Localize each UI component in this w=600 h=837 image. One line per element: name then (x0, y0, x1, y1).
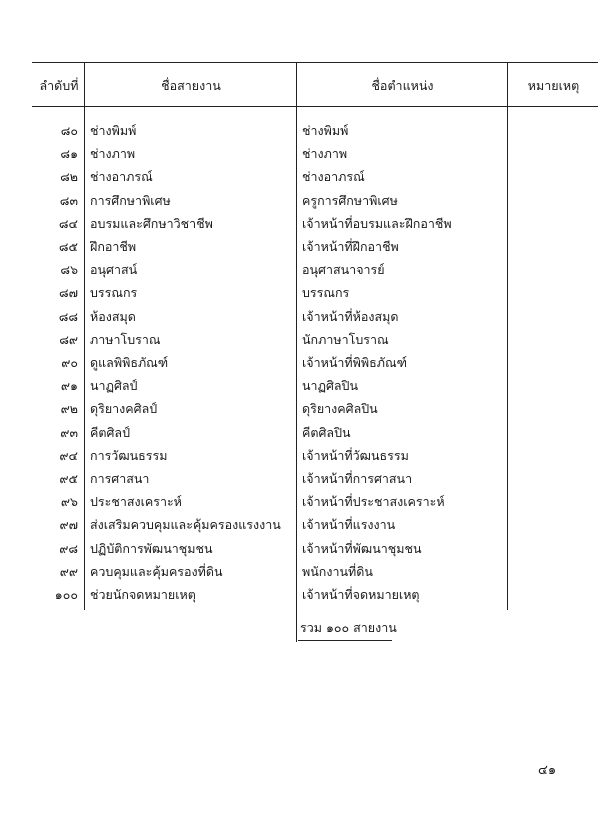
header-col-no: ลำดับที่ (39, 78, 79, 93)
row-number: ๘๑ (60, 146, 78, 162)
position-name: เจ้าหน้าที่จดหมายเหตุ (302, 587, 420, 602)
position-name: บรรณกร (302, 285, 350, 301)
line-of-work-name: ปฏิบัติการพัฒนาชุมชน (90, 540, 213, 556)
position-name: เจ้าหน้าที่ประชาสงเคราะห์ (302, 494, 445, 510)
header-col-note: หมายเหตุ (527, 78, 580, 93)
position-name: ครูการศึกษาพิเศษ (302, 192, 398, 208)
position-name: ช่างพิมพ์ (302, 123, 349, 138)
table-row (0, 561, 600, 583)
row-number: ๘๒ (60, 169, 78, 185)
line-of-work-name: ช่วยนักจดหมายเหตุ (90, 587, 196, 602)
table-row (0, 538, 600, 560)
position-name: นักภาษาโบราณ (302, 331, 389, 347)
row-number: ๘๖ (60, 262, 78, 278)
row-number: ๘๘ (58, 308, 78, 324)
table-row (0, 166, 600, 188)
line-of-work-name: ส่งเสริมควบคุมและคุ้มครองแรงงาน (90, 517, 281, 533)
table-top-border (32, 62, 598, 63)
header-col-name: ชื่อสายงาน (161, 78, 221, 93)
line-of-work-name: ห้องสมุด (90, 308, 136, 324)
row-number: ๙๕ (59, 471, 78, 486)
position-name: ช่างอาภรณ์ (302, 169, 365, 185)
position-name: เจ้าหน้าที่พิพิธภัณฑ์ (302, 355, 407, 370)
row-number: ๘๓ (59, 192, 78, 208)
table-row (0, 398, 600, 420)
position-name: นาฏศิลปิน (302, 378, 359, 394)
table-row (0, 514, 600, 536)
position-name: เจ้าหน้าที่วัฒนธรรม (302, 447, 409, 463)
line-of-work-name: นาฏศิลป์ (90, 378, 138, 394)
total-underline (298, 640, 392, 641)
table-row (0, 445, 600, 467)
position-name: เจ้าหน้าที่การศาสนา (302, 471, 413, 486)
table-row (0, 375, 600, 397)
line-of-work-name: ช่างพิมพ์ (90, 123, 137, 138)
table-row (0, 352, 600, 374)
table-row (0, 259, 600, 281)
position-name: คีตศิลปิน (302, 424, 351, 440)
position-name: ช่างภาพ (302, 146, 348, 162)
position-name: เจ้าหน้าที่ห้องสมุด (302, 308, 399, 324)
line-of-work-name: ดูแลพิพิธภัณฑ์ (90, 355, 169, 370)
position-name: อนุศาสนาจารย์ (302, 262, 385, 278)
line-of-work-name: อบรมและศึกษาวิชาชีพ (90, 215, 213, 231)
position-name: เจ้าหน้าที่อบรมและฝึกอาชีพ (302, 215, 452, 231)
row-number: ๑๐๐ (54, 587, 78, 602)
line-of-work-name: ฝึกอาชีพ (90, 239, 137, 254)
position-name: พนักงานที่ดิน (302, 563, 373, 579)
line-of-work-name: ประชาสงเคราะห์ (90, 494, 182, 510)
row-number: ๙๗ (59, 517, 78, 533)
position-name: ดุริยางคศิลปิน (302, 401, 378, 417)
table-row (0, 213, 600, 235)
row-number: ๙๖ (60, 494, 78, 510)
table-row (0, 236, 600, 258)
line-of-work-name: อนุศาสน์ (90, 262, 138, 278)
line-of-work-name: การวัฒนธรรม (90, 447, 168, 463)
line-of-work-name: ดุริยางคศิลป์ (90, 401, 158, 417)
table-row (0, 584, 600, 606)
table-row (0, 190, 600, 212)
line-of-work-name: ควบคุมและคุ้มครองที่ดิน (90, 563, 223, 579)
total-label: รวม ๑๐๐ สายงาน (300, 620, 397, 635)
table-row (0, 143, 600, 165)
table-row (0, 282, 600, 304)
row-number: ๙๓ (60, 424, 78, 440)
line-of-work-name: ช่างภาพ (90, 146, 136, 162)
row-number: ๙๑ (60, 378, 78, 394)
table-row (0, 468, 600, 490)
row-number: ๙๐ (61, 355, 78, 370)
table-header-border (32, 106, 598, 107)
page-number: ๔๑ (538, 763, 557, 778)
position-name: เจ้าหน้าที่แรงงาน (302, 517, 396, 533)
table-row (0, 306, 600, 328)
row-number: ๘๔ (58, 215, 78, 231)
line-of-work-name: บรรณกร (90, 285, 138, 301)
row-number: ๙๘ (59, 540, 78, 556)
row-number: ๘๕ (58, 239, 78, 254)
row-number: ๙๔ (59, 447, 78, 463)
table-row (0, 120, 600, 142)
line-of-work-name: การศึกษาพิเศษ (90, 192, 171, 208)
table-row (0, 491, 600, 513)
position-name: เจ้าหน้าที่พัฒนาชุมชน (302, 540, 422, 556)
line-of-work-name: การศาสนา (90, 471, 150, 486)
table-row (0, 422, 600, 444)
line-of-work-name: ช่างอาภรณ์ (90, 169, 153, 185)
row-number: ๙๒ (60, 401, 78, 417)
line-of-work-name: คีตศิลป์ (90, 424, 131, 440)
row-number: ๘๗ (58, 285, 78, 301)
row-number: ๘๐ (60, 123, 78, 138)
position-name: เจ้าหน้าที่ฝึกอาชีพ (302, 239, 399, 254)
line-of-work-name: ภาษาโบราณ (90, 331, 161, 347)
header-col-position: ชื่อตำแหน่ง (371, 78, 434, 93)
row-number: ๙๙ (59, 563, 78, 579)
table-row (0, 329, 600, 351)
row-number: ๘๙ (59, 331, 78, 347)
